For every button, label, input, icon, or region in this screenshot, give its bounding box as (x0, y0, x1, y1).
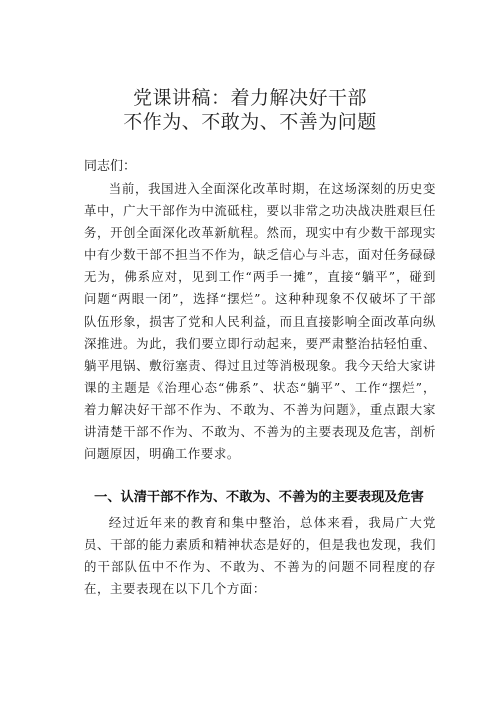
section-heading-1: 一、认清干部不作为、不敢为、不善为的主要表现及危害 (94, 490, 424, 505)
body-paragraph-1: 当前，我国进入全面深化改革时期，在这场深刻的历史变革中，广大干部作为中流砥柱，要以非常之功决战决胜艰巨任务，开创全面深化改革新航程。然而，现实中有少数干部现实中有少数干部不担当不作为，缺乏信心与斗志，面对任务碌碌无为，佛系应对，见到工作“两手一摊”，直接“躺平”，碰到问题“两眼一闭”，选择“摆烂”。这种种现象不仅破坏了干部队伍形象，损害了党和人民利益，而且直接影响全面改革向纵深推进。为此，我们要立即行动起来，要严肃整治拈轻怕重、躺平甩锅、敷衍塞责、得过且过等消极现象。我今天给大家讲课的主题是《治理心态“佛系”、状态“躺平”、工作“摆烂”，着力解决好干部不作为、不敢为、不善为问题》，重点跟大家讲清楚干部不作为、不敢为、不善为的主要表现及危害，剖析问题原因，明确工作要求。 (84, 181, 436, 462)
body-paragraph-2: 经过近年来的教育和集中整治，总体来看，我局广大党员、干部的能力素质和精神状态是好的，但是我也发现，我们的干部队伍中不作为、不敢为、不善为的问题不同程度的存在，主要表现在以下几个方面： (84, 515, 436, 597)
salutation: 同志们： (84, 159, 137, 174)
document-title-line1: 党课讲稿：着力解决好干部 (132, 87, 367, 109)
document-title-line2: 不作为、不敢为、不善为问题 (123, 111, 377, 133)
